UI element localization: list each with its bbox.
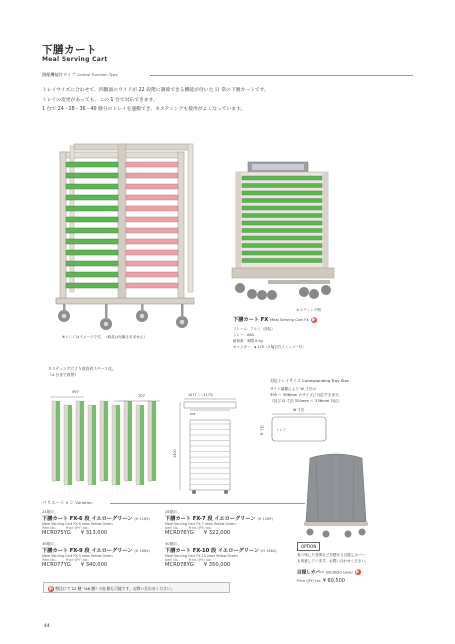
tray-stack (152, 401, 156, 481)
main-image-caption: ※トレイはイメージです。（商品は付属されません） (62, 335, 148, 339)
page-title: 下膳カート (42, 44, 97, 56)
tray-slot (126, 173, 178, 178)
variant-name-ja: 下膳カート FX-10 段 イエローグリーン (165, 548, 260, 554)
tray-slot (242, 206, 322, 210)
tray-slot (66, 250, 118, 255)
tray-slot (242, 214, 322, 218)
tray-slot (66, 217, 118, 222)
spec-line: トレー：ABS (233, 333, 254, 337)
note-text: 特注にて 12 膳（46 膳）の仕様も可能です。お問い合わせください。 (55, 586, 175, 591)
option-line: 食べ残した食事などを隠せる目隠しカバー (297, 553, 366, 557)
variant-name-ja: 下膳カート FX-6 段 イエローグリーン (42, 516, 133, 522)
cover-image (296, 450, 376, 540)
tray-diagram (260, 405, 330, 445)
item-number: MCR077YG (42, 562, 71, 568)
tray-slot (242, 251, 322, 255)
page-number: 44 (44, 624, 50, 629)
spec-line: フレーム：アルミ（塗装） (233, 327, 275, 331)
tray-heading-en: Corresponding Tray Size (301, 378, 349, 383)
tray-stack (140, 405, 144, 485)
divider (110, 503, 305, 504)
item-label: Item No. (42, 526, 56, 530)
tray-slot (126, 283, 178, 288)
tray-slot (66, 162, 118, 167)
variant-item (42, 542, 152, 568)
tray-heading (270, 378, 349, 384)
variant-size: (H 1664) (261, 549, 277, 553)
tray-stack (92, 405, 96, 485)
tray-slot (66, 184, 118, 189)
item-label: Item No. (165, 558, 179, 562)
tray-stack (68, 405, 72, 485)
variant-size: (H 1269) (257, 517, 273, 521)
tray-slot (66, 283, 118, 288)
item-label: Item No. (165, 526, 179, 530)
tray-slot (242, 236, 322, 240)
tray-slot (66, 195, 118, 200)
variant-size: (H 1185) (134, 517, 150, 521)
nesting-note-line: ネスティングにより収容省スペース化。 (48, 366, 116, 371)
option-price-value: ¥ 60,500 (322, 578, 345, 584)
variant-name-en: Meal Serving Cart FX-9 rows Yellow Green (42, 554, 113, 558)
option-line: も用意しています。お問い合わせください。 (297, 559, 369, 563)
new-badge: 新 (311, 316, 316, 322)
note-badge: 新 (49, 586, 53, 591)
variant-size: (H 1664) (134, 549, 150, 553)
divider (150, 75, 413, 76)
item-number: MCR076YG (165, 530, 194, 536)
tray-slot (126, 184, 178, 189)
tray-slot (242, 199, 322, 203)
variant-item (42, 510, 152, 536)
dimension-drawing (170, 390, 245, 496)
dim-label: 707 (138, 394, 145, 398)
tray-slot (66, 206, 118, 211)
intro-text (42, 86, 412, 115)
tray-slot (126, 239, 178, 244)
item-label: Item No. (42, 558, 56, 562)
nesting-note-line: （4 台まで収納） (48, 372, 79, 377)
variation-heading (42, 500, 93, 506)
tray-slot (126, 250, 178, 255)
option-name (297, 569, 361, 576)
frame-pole (64, 405, 68, 485)
variant-name (42, 547, 152, 554)
nesting-image (228, 158, 338, 303)
price: ¥ 340,000 (80, 562, 108, 568)
product-name (233, 316, 317, 323)
variant-item (165, 510, 275, 536)
frame-pole (88, 405, 92, 485)
variant-name (165, 515, 275, 522)
variation-title-en: Variation (75, 500, 93, 505)
spec-line: 耐荷重：制限 8 kg (233, 339, 263, 343)
tray-slot (126, 195, 178, 200)
variation-title: バリエーション (42, 501, 74, 506)
tray-slot (126, 272, 178, 277)
price: ¥ 350,000 (203, 562, 231, 568)
frame-pole (76, 401, 80, 481)
variant-name-ja: 下膳カート FX-9 段 イエローグリーン (42, 548, 133, 554)
tray-slot (126, 228, 178, 233)
control-type-en: Control Function Type (76, 72, 118, 77)
tray-slot (242, 184, 322, 188)
item-number: MCR078YG (165, 562, 194, 568)
variant-tag: 28膳用 (165, 510, 177, 514)
option-price (297, 578, 345, 584)
frame-pole (148, 401, 152, 481)
nesting-diagram (44, 383, 164, 495)
option-price-label: Price (JPY) tax. (297, 579, 322, 583)
variant-tag: 40膳用 (165, 542, 177, 546)
dim-h: 1300 (173, 449, 177, 458)
frame-pole (136, 405, 140, 485)
tray-slot (126, 217, 178, 222)
option-name-ja: 目隠しカバー (297, 570, 325, 576)
frame-pole (52, 401, 56, 481)
variant-name-en: Meal Serving Cart FX-6 rows Yellow Green (42, 522, 113, 526)
control-type-label (42, 72, 118, 78)
intro-line: トレイの変更があっても、この 1 台で対応できます。 (42, 97, 158, 103)
price-label: Price (JPY) tax. (188, 558, 212, 562)
tray-slot (242, 244, 322, 248)
tray-label: トレイ (276, 428, 287, 432)
dim-label: 597 (72, 390, 79, 394)
tray-w-label: W 寸法 (293, 408, 305, 412)
tray-slot (66, 272, 118, 277)
tray-slot (66, 228, 118, 233)
option-name-en: Blindfold Cover (326, 570, 353, 575)
tray-slot (242, 229, 322, 233)
frame-pole (112, 405, 116, 485)
tray-d-label: D 寸法 (260, 425, 264, 435)
intro-line: トレイサイズに合わせて、四隅面のワイドが 22 段階に調節できる機能が付いた 日 常の下膳カートです。 (42, 88, 269, 93)
price-label: Price (JPY) tax. (65, 526, 89, 530)
option-text (297, 552, 369, 564)
variant-name (42, 515, 152, 522)
control-type-ja: 個配機能付タイプ (42, 72, 76, 77)
option-badge: 新 (355, 569, 360, 574)
tray-slot (126, 206, 178, 211)
tray-line: 395 ～ 506mm のサイズに対応できます。 (270, 393, 343, 397)
dim-w2-label: 878 (190, 412, 196, 416)
intro-line: 1 台で 24・28・36・40 膳分のトレイを運搬でき、ネスティングも使用がよくなっています。 (42, 107, 246, 112)
frame-pole (124, 401, 128, 481)
price: ¥ 313,000 (80, 530, 108, 536)
product-name-en: Meal Serving Cart FX (270, 318, 309, 322)
product-name-ja: 下膳カート FX (233, 317, 269, 323)
variant-name-en: Meal Serving Cart FX-10 rows Yellow Green (165, 554, 238, 558)
tray-slot (126, 261, 178, 266)
tray-line: （及び D 寸法 320mm ～ 336mm 対応） (270, 399, 342, 403)
nesting-caption: ネスティング例 (296, 308, 321, 312)
variant-name (165, 547, 275, 554)
variant-name-en: Meal Serving Cart FX-7 rows Yellow Green (165, 522, 236, 526)
variant-item (165, 542, 275, 568)
variant-tag: 36膳用 (42, 542, 54, 546)
tray-slot (242, 176, 322, 180)
spec-line: キャスター：φ 125（4 輪自在ストッパー付） (233, 345, 306, 349)
tray-line: サイド調節により W 寸法の (270, 387, 317, 391)
price-label: Price (JPY) tax. (65, 558, 89, 562)
tray-stack (80, 401, 84, 481)
tray-slot (242, 191, 322, 195)
tray-slot (242, 221, 322, 225)
tray-heading-ja: 対応トレイサイズ (270, 378, 301, 383)
variant-tag: 24膳用 (42, 510, 54, 514)
tray-slot (242, 259, 322, 263)
item-number: MCR075YG (42, 530, 71, 536)
tray-text (270, 386, 342, 404)
dim-w1: 1077（～1173） (188, 393, 216, 397)
option-tag: OPTION (297, 542, 320, 551)
page-subtitle: Meal Serving Cart (42, 56, 108, 63)
variant-name-ja: 下膳カート FX-7 段 イエローグリーン (165, 516, 256, 522)
nesting-note (48, 366, 116, 378)
tray-stack (116, 405, 120, 485)
tray-stack (104, 401, 108, 481)
tray-stack (56, 401, 60, 481)
tray-slot (66, 173, 118, 178)
frame-pole (100, 401, 104, 481)
cart-main-image (52, 140, 202, 332)
product-specs (233, 326, 306, 350)
tray-slot (126, 162, 178, 167)
price: ¥ 322,000 (203, 530, 231, 536)
tray-stack (128, 401, 132, 481)
price-label: Price (JPY) tax. (188, 526, 212, 530)
tray-slot (66, 239, 118, 244)
tray-slot (66, 261, 118, 266)
special-order-note (43, 582, 230, 593)
